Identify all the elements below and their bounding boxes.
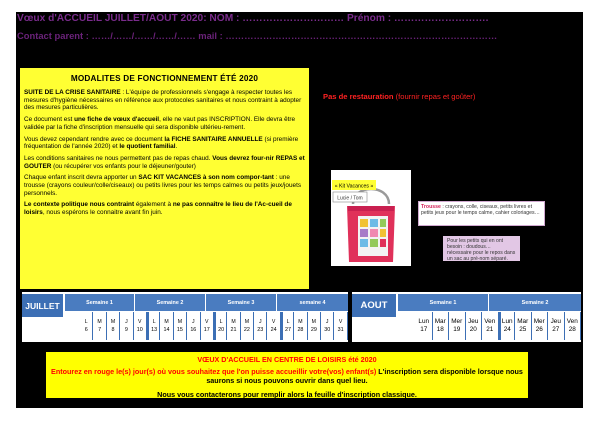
kit-text-a: Chaque enfant inscrit devra apporter un [24, 174, 139, 182]
day-cell[interactable] [187, 312, 200, 340]
day-number: 27 [552, 326, 560, 333]
day-letter: V [138, 319, 142, 325]
modalites-title: MODALITES DE FONCTIONNEMENT ÉTÉ 2020 [70, 74, 259, 83]
paragraph-repas [24, 155, 305, 170]
day-cell[interactable] [294, 312, 307, 340]
contexte-bold-2: ne pas connaître le lieu de l'Ac-cueil de loisirs [24, 201, 292, 217]
crise-text: : L'équipe de professionnels s'engage à respecter toutes les mesures d'hygiène nécessaires en référence aux protocoles sanitaires et nous contraint à adopter des mesures particulières. [24, 89, 302, 112]
doc-text-a: Ce document est [24, 116, 75, 124]
day-number: 8 [111, 327, 115, 333]
day-number: 29 [310, 327, 317, 333]
footer-title: VŒUX D'ACCUEIL EN CENTRE DE LOISIRS été 2020 [197, 355, 377, 364]
day-letter: M [231, 319, 236, 325]
day-number: 17 [203, 327, 210, 333]
day-letter: M [97, 319, 102, 325]
day-number: 16 [190, 327, 197, 333]
day-letter: M [177, 319, 183, 325]
kit-bold: SAC KIT VACANCES à son nom compor-tant [138, 174, 274, 182]
day-number: 26 [535, 326, 543, 333]
day-number: 21 [486, 326, 494, 333]
day-number: 31 [337, 327, 344, 333]
paragraph-kit [24, 174, 305, 197]
restauration-bold: Pas de restauration [323, 92, 394, 101]
fiche-bold-2: le quotient familial [119, 143, 176, 151]
kit-tag-label: « Kit Vacances » [334, 183, 374, 190]
day-cell[interactable] [93, 312, 106, 340]
flyer-sheet [16, 12, 583, 408]
day-cell[interactable] [334, 312, 347, 340]
calendar-aout [352, 292, 581, 342]
day-letter: Ven [566, 318, 578, 325]
day-number: 30 [324, 327, 331, 333]
week-header: semaine 4 [277, 294, 348, 311]
day-cell[interactable] [565, 312, 582, 340]
day-letter: L [286, 319, 290, 325]
day-number: 14 [163, 327, 170, 333]
day-letter: V [338, 319, 343, 325]
week-header: Semaine 1 [65, 294, 135, 311]
contexte-bold-1: Le contexte politique nous contraint [24, 201, 135, 209]
trousse-note [418, 201, 545, 226]
day-number: 21 [230, 327, 237, 333]
day-letter: V [204, 319, 209, 325]
day-cell[interactable] [241, 312, 254, 340]
repas-text-b: (ou récupérer vos enfants pour le déjeuner/gouter) [51, 162, 196, 170]
day-number: 24 [503, 326, 511, 333]
day-cell[interactable] [433, 312, 450, 340]
day-number: 22 [243, 327, 250, 333]
day-cell[interactable] [321, 312, 334, 340]
day-number: 9 [124, 327, 128, 333]
restauration-notice [323, 92, 475, 101]
day-cell[interactable] [254, 312, 267, 340]
day-number: 20 [469, 326, 477, 333]
day-letter: M [311, 319, 316, 325]
contexte-text-b: , nous espérons le connaitre avant fin juin. [42, 209, 163, 217]
trousse-bold: Trousse [421, 204, 441, 210]
day-cell[interactable] [160, 312, 173, 340]
day-number: 6 [84, 327, 88, 333]
kit-name-label: Lucie / Tom [337, 195, 363, 202]
day-letter: L [152, 319, 156, 325]
repas-text-a: Les conditions sanitaires ne nous permettent pas de repas chaud. [24, 154, 213, 162]
footer-instructions [46, 367, 528, 385]
repas-bold: Vous devrez four-nir REPAS et GOUTER [24, 154, 305, 170]
day-letter: L [219, 319, 223, 325]
calendar-month-juillet: JUILLET [22, 294, 63, 317]
fiche-text-b: (si première fréquentation de l'année 2020) et [24, 135, 299, 151]
day-letter: Lun [501, 318, 513, 325]
footer-red-instruction: Entourez en rouge le(s) jour(s) où vous souhaitez que l'on puisse accueillir votre(vos) enfant(s) [51, 367, 377, 376]
doc-text-b: , elle ne vaut pas INSCRIPTION. Elle devra être validée par la fiche d'inscription mensuelle qui sera disponible ultérieu-rement. [24, 116, 296, 131]
day-letter: M [164, 319, 169, 325]
day-cell[interactable] [267, 312, 280, 340]
header-contact-line: Contact parent : ……/……/……/……/…… mail : …………………………………………………………………………… [17, 30, 498, 41]
header-name-line: Vœux d'ACCUEIL JUILLET/AOUT 2020: NOM : ………………………… Prénom : ………………………. [17, 13, 489, 24]
day-letter: Mer [533, 318, 545, 325]
day-letter: J [125, 319, 128, 325]
day-letter: Mar [434, 318, 446, 325]
paragraph-contexte [24, 201, 305, 216]
day-cell[interactable] [214, 312, 227, 340]
day-letter: M [298, 319, 303, 325]
day-cell[interactable] [120, 312, 133, 340]
day-letter: Ven [484, 318, 496, 325]
kit-text-b: : une trousse (crayons couleur/colle/ciseaux) [24, 174, 290, 190]
fiche-text-c: . [175, 143, 178, 151]
voeux-footer-box [46, 352, 528, 398]
doc-bold: une fiche de vœux d'accueil [74, 116, 160, 124]
day-number: 10 [136, 327, 143, 333]
day-number: 7 [98, 327, 102, 333]
day-number: 17 [420, 326, 428, 333]
day-letter: Jeu [550, 318, 561, 325]
week-header: Semaine 2 [135, 294, 206, 311]
day-letter: Lun [418, 318, 430, 325]
contexte-text-a: également à [134, 201, 173, 209]
paragraph-fiche-sanitaire [24, 136, 305, 151]
kit-vacances-bag-illustration [331, 170, 411, 266]
day-cell[interactable] [482, 312, 499, 340]
days-row-juillet [80, 312, 348, 340]
day-cell[interactable] [466, 312, 483, 340]
day-cell[interactable] [515, 312, 532, 340]
day-letter: M [244, 319, 250, 325]
day-letter: J [325, 319, 329, 325]
day-cell[interactable] [80, 312, 93, 340]
day-cell[interactable] [416, 312, 433, 340]
day-letter: L [84, 319, 88, 325]
petits-note: Pour les petits qui en ont besoin : doudous… nécessaire pour le repos dans un sac au pré-nom séparé. [443, 236, 520, 261]
week-headers-aout [398, 294, 581, 311]
day-cell[interactable] [174, 312, 187, 340]
day-number: 13 [151, 327, 158, 333]
day-cell[interactable] [147, 312, 160, 340]
paragraph-crise [24, 89, 305, 112]
day-number: 15 [176, 327, 183, 333]
day-number: 25 [519, 326, 527, 333]
footer-inscription-note: L'inscription sera disponible lorsque nous saurons si nous pouvons ouvrir dans quel lieu. [206, 367, 523, 385]
kit-text-c: ou petits livres pour les temps calmes ou petits jeux/jouets personnels. [24, 182, 302, 197]
day-cell[interactable] [107, 312, 120, 340]
day-letter: J [192, 319, 195, 325]
footer-contact-note: Nous vous contacterons pour remplir alors la feuille d'inscription classique. [157, 390, 417, 399]
day-letter: Mer [451, 318, 463, 325]
day-letter: M [110, 319, 116, 325]
week-header: Semaine 3 [206, 294, 277, 311]
week-headers-juillet [65, 294, 348, 311]
day-number: 27 [285, 327, 292, 333]
day-number: 24 [270, 327, 277, 333]
day-cell[interactable] [281, 312, 294, 340]
day-cell[interactable] [532, 312, 549, 340]
fiche-text-a: Vous devez cependant rendre avec ce document [24, 135, 165, 143]
day-number: 20 [218, 327, 225, 333]
restauration-text: (fournir repas et goûter) [393, 92, 476, 101]
day-letter: J [258, 319, 262, 325]
week-header: Semaine 1 [398, 294, 489, 311]
crise-bold: SUITE DE LA CRISE SANITAIRE [24, 89, 121, 96]
day-cell[interactable] [499, 312, 516, 340]
trousse-text: : crayons, colle, ciseaux, petits livres et petits jeux pour le temps calme, cahier coloriages… [421, 204, 540, 217]
day-cell[interactable] [548, 312, 565, 340]
day-cell[interactable] [134, 312, 147, 340]
bag-icon [331, 170, 411, 266]
day-number: 28 [297, 327, 304, 333]
calendar-month-aout: AOUT [352, 294, 396, 317]
modalites-panel [20, 68, 309, 289]
day-number: 28 [568, 326, 576, 333]
day-cell[interactable] [227, 312, 240, 340]
day-cell[interactable] [449, 312, 466, 340]
calendar-juillet [22, 292, 348, 342]
day-number: 18 [436, 326, 444, 333]
day-letter: Mar [517, 318, 529, 325]
paragraph-document [24, 116, 305, 131]
day-number: 23 [257, 327, 264, 333]
days-row-aout [416, 312, 581, 340]
day-cell[interactable] [308, 312, 321, 340]
week-header: Semaine 2 [489, 294, 581, 311]
day-number: 19 [453, 326, 461, 333]
day-cell[interactable] [201, 312, 214, 340]
day-letter: V [271, 319, 276, 325]
fiche-bold-1: la FICHE SANITAIRE ANNUELLE [164, 135, 263, 143]
day-letter: Jeu [468, 318, 479, 325]
